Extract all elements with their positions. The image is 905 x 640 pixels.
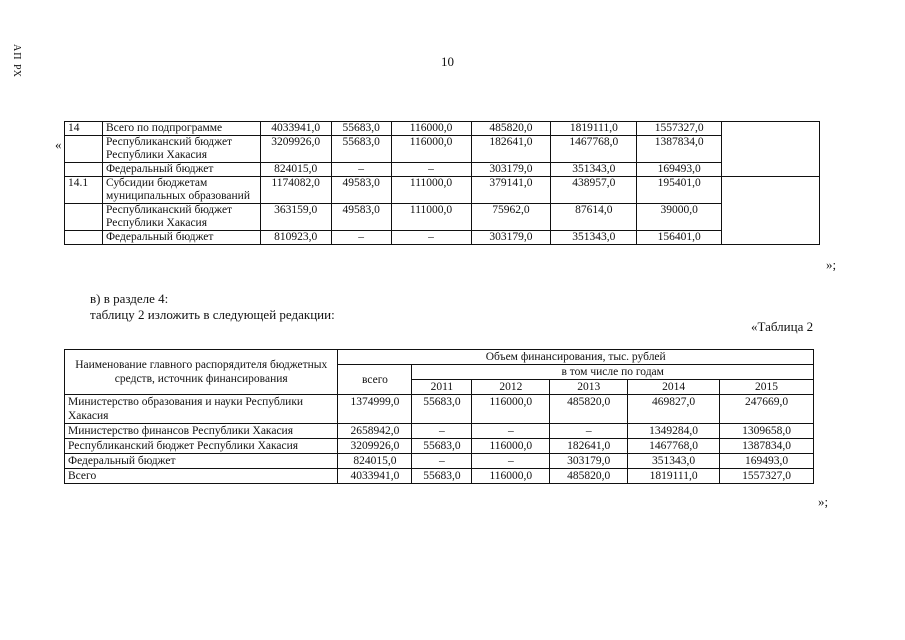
row-name: Федеральный бюджет <box>102 231 260 245</box>
cell-2013: 379141,0 <box>471 177 551 204</box>
cell-2011: – <box>412 424 472 439</box>
header-year: 2015 <box>720 380 814 395</box>
paragraph-instruction: таблицу 2 изложить в следующей редакции: <box>90 307 335 322</box>
header-name: Наименование главного распорядителя бюджетных средств, источник финансирования <box>65 350 338 395</box>
cell-2015: 1387834,0 <box>720 439 814 454</box>
cell-total: 810923,0 <box>260 231 331 245</box>
cell-2015: 169493,0 <box>637 163 722 177</box>
cell-2012: 116000,0 <box>391 122 471 136</box>
header-year: 2012 <box>472 380 550 395</box>
cell-2013: 182641,0 <box>550 439 628 454</box>
row-name: Всего <box>65 469 338 484</box>
cell-2014: 438957,0 <box>551 177 637 204</box>
table-row <box>65 395 814 424</box>
table-row <box>65 136 820 163</box>
cell-2013: 485820,0 <box>550 469 628 484</box>
cell-2015: 1309658,0 <box>720 424 814 439</box>
row-name: Министерство образования и науки Республики Хакасия <box>65 395 338 424</box>
cell-2011: – <box>412 454 472 469</box>
table-row <box>65 469 814 484</box>
cell-2011: 55683,0 <box>412 439 472 454</box>
cell-total: 3209926,0 <box>338 439 412 454</box>
cell-2012: 116000,0 <box>391 136 471 163</box>
cell-2014: 1467768,0 <box>551 136 637 163</box>
table-row <box>65 424 814 439</box>
cell-2015: 169493,0 <box>720 454 814 469</box>
cell-2013: 303179,0 <box>550 454 628 469</box>
header-year: 2014 <box>628 380 720 395</box>
opening-quote: « <box>55 137 62 152</box>
cell-total: 824015,0 <box>338 454 412 469</box>
cell-total: 4033941,0 <box>338 469 412 484</box>
cell-2011: 55683,0 <box>412 469 472 484</box>
table-caption: «Таблица 2 <box>751 319 814 334</box>
cell-2011: 49583,0 <box>331 204 391 231</box>
side-mark: АП РХ <box>11 44 22 79</box>
row-name: Федеральный бюджет <box>65 454 338 469</box>
paragraph-section: в) в разделе 4: <box>90 291 169 306</box>
cell-2015: 247669,0 <box>720 395 814 424</box>
cell-2014: 1819111,0 <box>628 469 720 484</box>
cell-total: 3209926,0 <box>260 136 331 163</box>
empty-cell <box>722 122 820 177</box>
cell-2011: 55683,0 <box>331 136 391 163</box>
cell-2012: – <box>391 231 471 245</box>
cell-2014: 1349284,0 <box>628 424 720 439</box>
cell-2012: – <box>472 424 550 439</box>
table-header-row <box>65 350 814 365</box>
cell-total: 4033941,0 <box>260 122 331 136</box>
cell-2012: – <box>472 454 550 469</box>
table-row <box>65 439 814 454</box>
cell-2014: 351343,0 <box>551 231 637 245</box>
cell-2015: 1557327,0 <box>720 469 814 484</box>
cell-2015: 195401,0 <box>637 177 722 204</box>
row-number <box>65 231 103 245</box>
cell-2011: 49583,0 <box>331 177 391 204</box>
cell-2014: 351343,0 <box>551 163 637 177</box>
cell-2011: 55683,0 <box>412 395 472 424</box>
program-table <box>64 121 820 245</box>
cell-total: 363159,0 <box>260 204 331 231</box>
cell-2012: 116000,0 <box>472 395 550 424</box>
row-name: Министерство финансов Республики Хакасия <box>65 424 338 439</box>
table-row <box>65 163 820 177</box>
row-name: Республиканский бюджет Республики Хакасия <box>65 439 338 454</box>
cell-2012: 116000,0 <box>472 469 550 484</box>
cell-2014: 1467768,0 <box>628 439 720 454</box>
cell-2015: 39000,0 <box>637 204 722 231</box>
cell-2013: 303179,0 <box>471 163 551 177</box>
row-number <box>65 136 103 163</box>
cell-2011: – <box>331 231 391 245</box>
cell-total: 2658942,0 <box>338 424 412 439</box>
cell-2013: 75962,0 <box>471 204 551 231</box>
header-total: всего <box>338 365 412 395</box>
header-year: 2011 <box>412 380 472 395</box>
cell-2013: 485820,0 <box>550 395 628 424</box>
cell-2013: – <box>550 424 628 439</box>
table-row <box>65 231 820 245</box>
cell-2013: 182641,0 <box>471 136 551 163</box>
table-row <box>65 122 820 136</box>
cell-2014: 87614,0 <box>551 204 637 231</box>
closing-quote: »; <box>818 494 829 509</box>
row-number <box>65 204 103 231</box>
cell-2014: 469827,0 <box>628 395 720 424</box>
cell-2015: 156401,0 <box>637 231 722 245</box>
row-name: Федеральный бюджет <box>102 163 260 177</box>
table-row <box>65 204 820 231</box>
cell-2014: 351343,0 <box>628 454 720 469</box>
cell-2015: 1387834,0 <box>637 136 722 163</box>
cell-2012: 116000,0 <box>472 439 550 454</box>
cell-2011: – <box>331 163 391 177</box>
table-row <box>65 177 820 204</box>
cell-total: 1174082,0 <box>260 177 331 204</box>
cell-2011: 55683,0 <box>331 122 391 136</box>
cell-2012: – <box>391 163 471 177</box>
row-number <box>65 163 103 177</box>
header-year: 2013 <box>550 380 628 395</box>
closing-quote: »; <box>826 257 837 272</box>
row-name: Всего по подпрограмме <box>102 122 260 136</box>
header-volume: Объем финансирования, тыс. рублей <box>338 350 814 365</box>
cell-2012: 111000,0 <box>391 177 471 204</box>
header-by-years: в том числе по годам <box>412 365 814 380</box>
cell-2013: 485820,0 <box>471 122 551 136</box>
financing-table <box>64 349 814 484</box>
cell-total: 824015,0 <box>260 163 331 177</box>
cell-2015: 1557327,0 <box>637 122 722 136</box>
empty-cell <box>722 177 820 245</box>
row-name: Республиканский бюджет Республики Хакасия <box>102 204 260 231</box>
cell-2013: 303179,0 <box>471 231 551 245</box>
table-row <box>65 454 814 469</box>
row-number: 14.1 <box>65 177 103 204</box>
row-name: Республиканский бюджет Республики Хакасия <box>102 136 260 163</box>
cell-total: 1374999,0 <box>338 395 412 424</box>
page-number: 10 <box>441 54 454 69</box>
cell-2012: 111000,0 <box>391 204 471 231</box>
cell-2014: 1819111,0 <box>551 122 637 136</box>
row-name: Субсидии бюджетам муниципальных образований <box>102 177 260 204</box>
row-number: 14 <box>65 122 103 136</box>
